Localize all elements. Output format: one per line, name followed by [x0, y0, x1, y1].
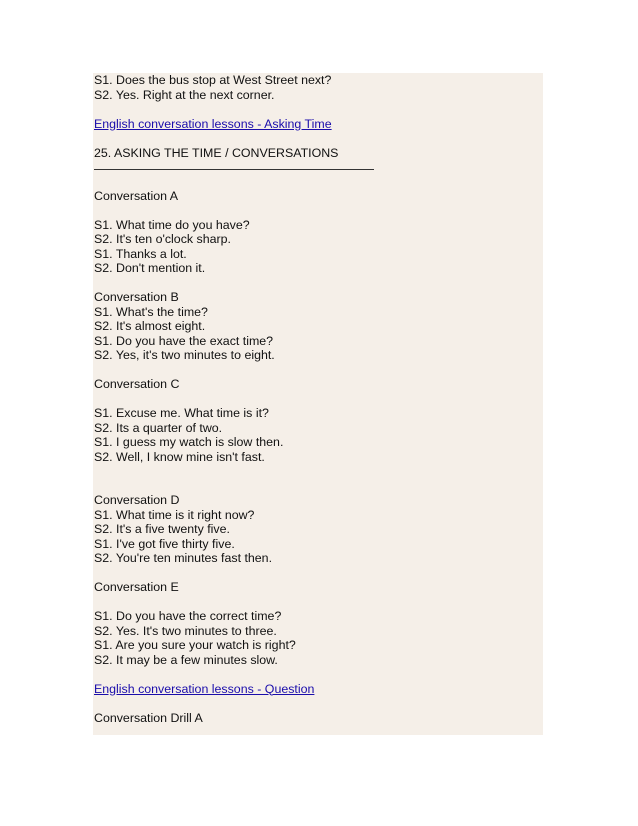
dialogue-line: S1. Thanks a lot.: [94, 246, 187, 261]
conversation-title-a: Conversation A: [94, 188, 179, 203]
dialogue-line: S2. It's almost eight.: [94, 319, 206, 333]
conversation-title-b: Conversation B: [94, 290, 179, 304]
spacer: [94, 464, 539, 479]
dialogue-line: S2. Well, I know mine isn't fast.: [94, 449, 265, 464]
dialogue-line: S2. You're ten minutes fast then.: [94, 551, 273, 565]
dialogue-line: S1. What time is it right now?: [94, 507, 255, 522]
dialogue-line: S2. Yes, it's two minutes to eight.: [94, 348, 275, 362]
conversation-title-e: Conversation E: [94, 580, 179, 594]
spacer: [94, 392, 539, 407]
spacer: [94, 203, 539, 218]
dialogue-line: S1. I've got five thirty five.: [94, 536, 235, 551]
spacer: [94, 595, 539, 610]
spacer: [94, 667, 539, 682]
dialogue-line: S1. Does the bus stop at West Street next?: [94, 73, 332, 87]
dialogue-line: S1. What's the time?: [94, 304, 208, 319]
section-heading: 25. ASKING THE TIME / CONVERSATIONS: [94, 145, 339, 160]
dialogue-line: S2. Its a quarter of two.: [94, 420, 223, 435]
dialogue-line: S1. Are you sure your watch is right?: [94, 638, 296, 652]
dialogue-line: S2. Don't mention it.: [94, 261, 206, 275]
spacer: [94, 276, 539, 291]
conversation-title-c: Conversation C: [94, 377, 180, 391]
dialogue-line: S1. Do you have the correct time?: [94, 609, 282, 623]
conversation-title-d: Conversation D: [94, 493, 180, 507]
link-asking-time[interactable]: English conversation lessons - Asking Time: [94, 116, 332, 131]
dialogue-line: S1. Do you have the exact time?: [94, 333, 274, 348]
dialogue-line: S2. It's a five twenty five.: [94, 522, 230, 536]
spacer: [94, 696, 539, 711]
spacer: [94, 131, 539, 146]
spacer: [94, 479, 539, 494]
spacer: [94, 102, 539, 117]
dialogue-line: S2. It's ten o'clock sharp.: [94, 232, 231, 246]
spacer: [94, 174, 539, 189]
dialogue-line: S1. What time do you have?: [94, 217, 250, 232]
dialogue-line: S2. Yes. It's two minutes to three.: [94, 623, 277, 638]
spacer: [94, 363, 539, 378]
dialogue-line: S2. It may be a few minutes slow.: [94, 652, 278, 667]
document-content: [94, 73, 539, 725]
dialogue-line: S1. I guess my watch is slow then.: [94, 435, 284, 449]
dialogue-line: S1. Excuse me. What time is it?: [94, 406, 269, 420]
dialogue-line: S2. Yes. Right at the next corner.: [94, 87, 275, 102]
link-question[interactable]: English conversation lessons - Question: [94, 681, 315, 696]
conversation-drill-title: Conversation Drill A: [94, 710, 203, 725]
divider: [94, 160, 374, 170]
spacer: [94, 566, 539, 581]
